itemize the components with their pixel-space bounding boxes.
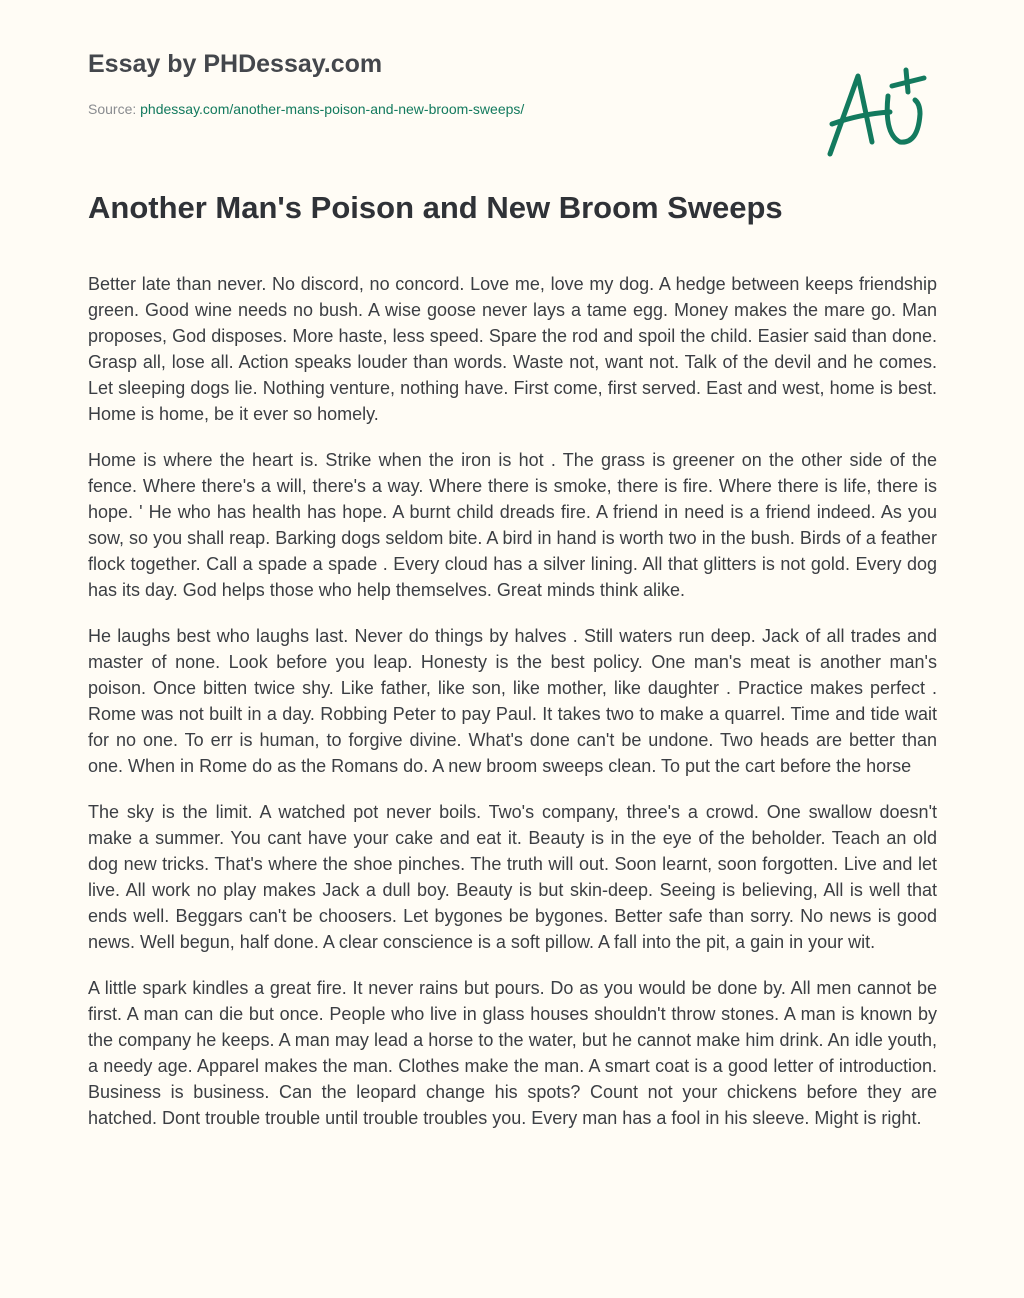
source-label: Source: bbox=[88, 101, 137, 117]
paragraph: Home is where the heart is. Strike when the iron is hot . The grass is greener on the other side of the fence. Where there's a will, there's a way. Where there is smoke, there is fire. Where there is life, there is hope. ' He who has health has hope. A burnt child dreads fire. A friend in need is a friend indeed. As you sow, so you shall reap. Barking dogs seldom bite. A bird in hand is worth two in the bush. Birds of a feather flock together. Call a spade a spade . Every cloud has a silver lining. All that glitters is not gold. Every dog has its day. God helps those who help themselves. Great minds think alike. bbox=[88, 450, 937, 600]
a-plus-logo-icon bbox=[820, 64, 930, 160]
paragraph: Better late than never. No discord, no concord. Love me, love my dog. A hedge between keeps friendship green. Good wine needs no bush. A wise goose never lays a tame egg. Money makes the mare go. Man proposes, God disposes. More haste, less speed. Spare the rod and spoil the child. Easier said than done. Grasp all, lose all. Action speaks louder than words. Waste not, want not. Talk of the devil and he comes. Let sleeping dogs lie. Nothing venture, nothing have. First come, first served. East and west, home is best. Home is home, be it ever so homely. bbox=[88, 274, 937, 424]
paragraph: The sky is the limit. A watched pot never boils. Two's company, three's a crowd. One swallow doesn't make a summer. You cant have your cake and eat it. Beauty is in the eye of the beholder. Teach an old dog new tricks. That's where the shoe pinches. The truth will out. Soon learnt, soon forgotten. Live and let live. All work no play makes Jack a dull boy. Beauty is but skin-deep. Seeing is believing, All is well that ends well. Beggars can't be choosers. Let bygones be bygones. Better safe than sorry. No news is good news. Well begun, half done. A clear conscience is a soft pillow. A fall into the pit, a gain in your wit. bbox=[88, 802, 937, 952]
site-brand: Essay by PHDessay.com bbox=[88, 50, 383, 78]
paragraph: A little spark kindles a great fire. It never rains but pours. Do as you would be done by. All men cannot be first. A man can die but once. People who live in glass houses shouldn't throw stones. A man is known by the company he keeps. A man may lead a horse to the water, but he cannot make him drink. An idle youth, a needy age. Apparel makes the man. Clothes make the man. A smart coat is a good letter of introduction. Business is business. Can the leopard change his spots? Count not your chickens before they are hatched. Dont trouble trouble until trouble troubles you. Every man has a fool in his sleeve. Might is right. bbox=[88, 978, 937, 1128]
source-link[interactable]: phdessay.com/another-mans-poison-and-new-broom-sweeps/ bbox=[140, 101, 525, 117]
essay-body bbox=[88, 271, 937, 1249]
paragraph: He laughs best who laughs last. Never do things by halves . Still waters run deep. Jack of all trades and master of none. Look before you leap. Honesty is the best policy. One man's meat is another man's poison. Once bitten twice shy. Like father, like son, like mother, like daughter . Practice makes perfect . Rome was not built in a day. Robbing Peter to pay Paul. It takes two to make a quarrel. Time and tide wait for no one. To err is human, to forgive divine. What's done can't be undone. Two heads are better than one. When in Rome do as the Romans do. A new broom sweeps clean. To put the cart before the horse bbox=[88, 626, 937, 776]
source-line bbox=[88, 101, 524, 117]
essay-title: Another Man's Poison and New Broom Sweeps bbox=[88, 190, 783, 225]
